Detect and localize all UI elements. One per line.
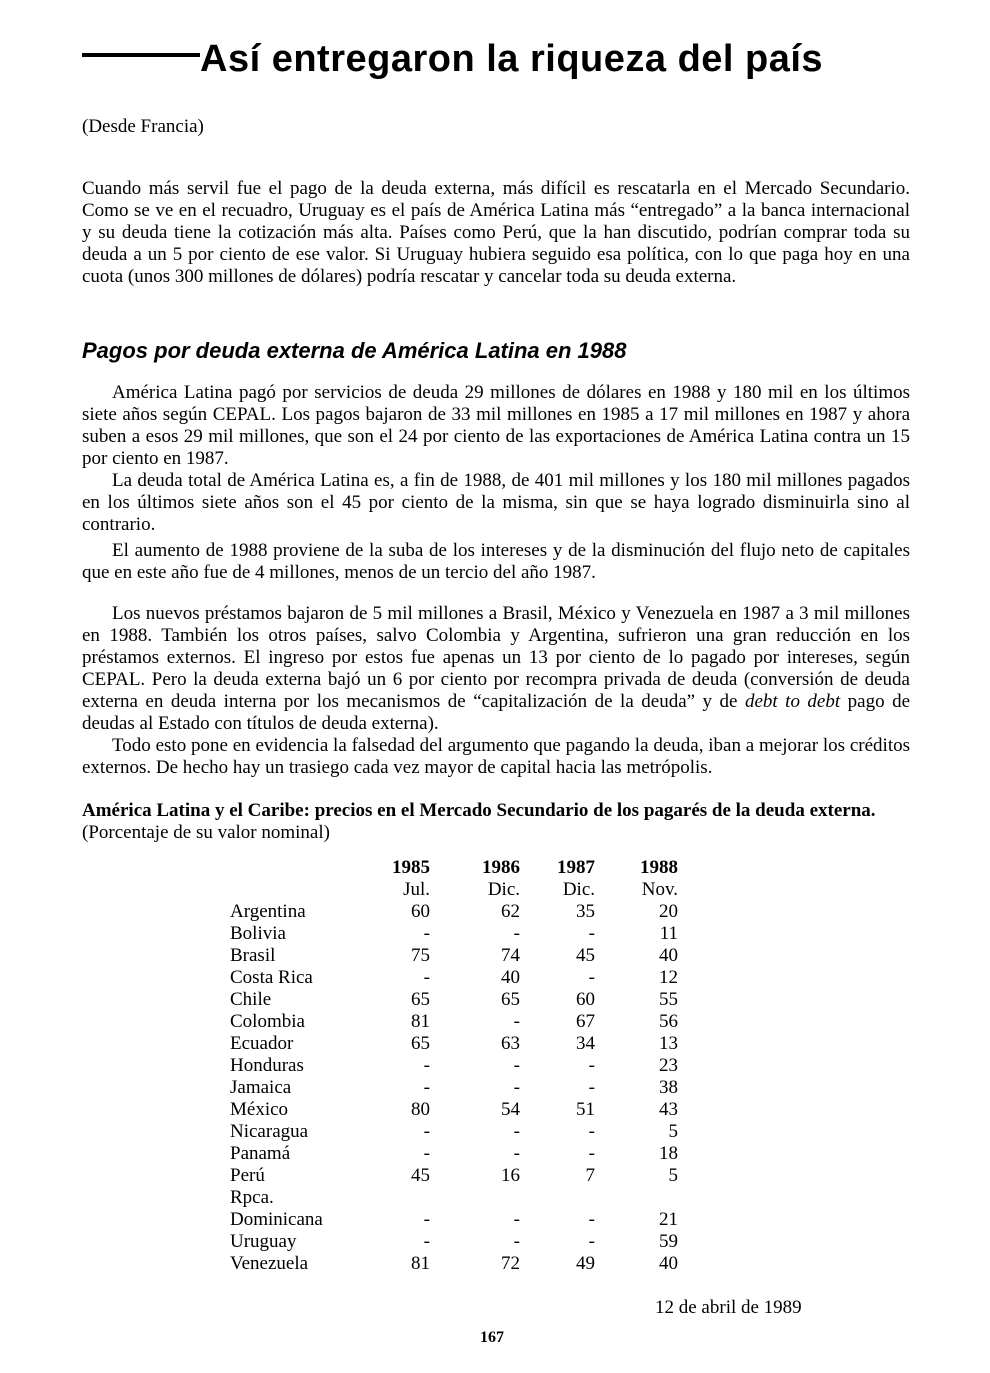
- table-cell-value: 34: [576, 1033, 595, 1054]
- table-cell-country: México: [230, 1099, 289, 1120]
- page-number: 167: [480, 1329, 504, 1346]
- table-row: [0, 945, 990, 967]
- header-month-1985: Jul.: [403, 879, 430, 900]
- header-year-1986: 1986: [482, 857, 520, 878]
- table-cell-value: -: [588, 1121, 595, 1142]
- table-cell-value: 56: [659, 1011, 678, 1032]
- table-cell-value: -: [423, 1209, 430, 1230]
- table-cell-value: 60: [576, 989, 595, 1010]
- table-cell-value: 62: [501, 901, 520, 922]
- table-row: [0, 1165, 990, 1187]
- table-cell-value: -: [513, 1055, 520, 1076]
- article-date: 12 de abril de 1989: [655, 1297, 802, 1318]
- table-header-months: [0, 879, 990, 901]
- table-cell-value: -: [588, 1209, 595, 1230]
- table-cell-value: -: [588, 1077, 595, 1098]
- table-cell-country: Chile: [230, 989, 272, 1010]
- table-cell-value: 49: [576, 1253, 595, 1274]
- article-subtitle: (Desde Francia): [82, 116, 204, 137]
- article-title: Así entregaron la riqueza del país: [200, 38, 824, 80]
- table-cell-value: -: [423, 1231, 430, 1252]
- table-cell-value: -: [513, 923, 520, 944]
- table-row: [0, 923, 990, 945]
- table-cell-value: -: [513, 1143, 520, 1164]
- table-cell-value: 20: [659, 901, 678, 922]
- table-row: [0, 989, 990, 1011]
- table-row: [0, 1099, 990, 1121]
- table-row: [0, 1055, 990, 1077]
- table-cell-country: Bolivia: [230, 923, 286, 944]
- table-row: [0, 1209, 990, 1231]
- paragraph-increase: El aumento de 1988 proviene de la suba de los intereses y de la disminución del flujo neto de capitales que en este año fue de 4 millones, menos de un tercio del año 1987.: [82, 540, 910, 583]
- table-row: [0, 1121, 990, 1143]
- loans-text-after: pago de deudas al Estado con títulos de deuda externa).: [82, 691, 910, 734]
- intro-paragraph: Cuando más servil fue el pago de la deuda externa, más difícil es rescatarla en el Mercado Secundario. Como se ve en el recuadro, Uruguay es el país de América Latina más “entregado” a la banca internacional y su deuda tiene la cotización más alta. Países como Perú, que la han discutido, podrían comprar toda su deuda a un 5 por ciento de ese valor. Si Uruguay hubiera seguido esa política, con lo que paga hoy en una cuota (unos 300 millones de dólares) podría rescatar y cancelar toda su deuda externa.: [82, 178, 910, 287]
- table-cell-value: 43: [659, 1099, 678, 1120]
- table-cell-value: -: [513, 1011, 520, 1032]
- loans-text-italic: debt to debt: [744, 691, 841, 712]
- table-cell-value: -: [588, 1143, 595, 1164]
- table-cell-value: -: [588, 1055, 595, 1076]
- table-cell-value: -: [513, 1209, 520, 1230]
- header-month-1987: Dic.: [562, 879, 595, 900]
- table-cell-value: 45: [411, 1165, 430, 1186]
- table-cell-value: 13: [659, 1033, 678, 1054]
- table-cell-value: 67: [576, 1011, 595, 1032]
- table-cell-value: 55: [659, 989, 678, 1010]
- table-cell-value: 12: [659, 967, 678, 988]
- title-rule: [82, 53, 200, 57]
- table-cell-value: 45: [576, 945, 595, 966]
- table-cell-value: 59: [659, 1231, 678, 1252]
- table-caption-note: (Porcentaje de su valor nominal): [82, 822, 330, 843]
- table-row: [0, 1253, 990, 1275]
- table-cell-value: 35: [576, 901, 595, 922]
- table-cell-country: Venezuela: [230, 1253, 309, 1274]
- table-cell-value: -: [588, 923, 595, 944]
- table-cell-country: Brasil: [230, 945, 276, 966]
- table-cell-country: Uruguay: [230, 1231, 297, 1252]
- table-cell-value: 38: [659, 1077, 678, 1098]
- table-cell-value: 54: [501, 1099, 520, 1120]
- table-row: [0, 1143, 990, 1165]
- table-cell-value: 65: [411, 989, 430, 1010]
- table-cell-value: 7: [585, 1165, 595, 1186]
- paragraph-payments: América Latina pagó por servicios de deuda 29 millones de dólares en 1988 y 180 mil en los últimos siete años según CEPAL. Los pagos bajaron de 33 mil millones en 1985 a 17 mil millones en 1987 y ahora suben a esos 29 mil millones, que son el 24 por ciento de las exportaciones de América Latina contra un 15 por ciento en 1987.: [82, 382, 910, 469]
- table-cell-value: 40: [659, 1253, 678, 1274]
- table-cell-value: -: [423, 1143, 430, 1164]
- table-row: [0, 1077, 990, 1099]
- table-cell-value: 63: [501, 1033, 520, 1054]
- loans-text-before: Los nuevos préstamos bajaron de 5 mil millones a Brasil, México y Venezuela en 1987 a 3 mil millones en 1988. También los otros países, salvo Colombia y Argentina, sufrieron una gran reducción en los préstamos externos. El ingreso por estos fue apenas un 13 por ciento de lo pagado por intereses, según CEPAL. Pero la deuda externa bajó un 6 por ciento por recompra privada de deuda (conversión de deuda externa en deuda interna por los mecanismos de “capitalización de la deuda” y de: [82, 603, 910, 712]
- table-cell-country: Rpca.: [230, 1187, 274, 1208]
- table-cell-value: -: [513, 1121, 520, 1142]
- table-cell-country: Honduras: [230, 1055, 304, 1076]
- table-cell-country: Jamaica: [230, 1077, 292, 1098]
- table-cell-value: 23: [659, 1055, 678, 1076]
- table-cell-value: 40: [659, 945, 678, 966]
- table-cell-value: 75: [411, 945, 430, 966]
- table-cell-country: Panamá: [230, 1143, 291, 1164]
- table-cell-country: Costa Rica: [230, 967, 313, 988]
- table-caption: [82, 800, 922, 844]
- header-month-1986: Dic.: [487, 879, 520, 900]
- table-row: [0, 967, 990, 989]
- header-year-1987: 1987: [557, 857, 595, 878]
- table-row: [0, 1033, 990, 1055]
- table-cell-country: Ecuador: [230, 1033, 294, 1054]
- paragraph-total-debt: La deuda total de América Latina es, a fin de 1988, de 401 mil millones y los 180 mil millones pagados en los últimos siete años son el 45 por ciento de la misma, sin que se haya logrado disminuirla sino al contrario.: [82, 470, 910, 535]
- table-row: [0, 1187, 990, 1209]
- table-cell-value: 16: [501, 1165, 520, 1186]
- table-row: [0, 1231, 990, 1253]
- table-cell-value: -: [588, 967, 595, 988]
- table-caption-title: América Latina y el Caribe: precios en el Mercado Secundario de los pagarés de la deuda externa.: [82, 800, 876, 821]
- table-row: [0, 1011, 990, 1033]
- table-cell-value: 60: [411, 901, 430, 922]
- table-cell-value: 51: [576, 1099, 595, 1120]
- table-cell-value: -: [513, 1231, 520, 1252]
- table-cell-value: 11: [659, 923, 678, 944]
- header-month-1988: Nov.: [641, 879, 678, 900]
- table-cell-country: Argentina: [230, 901, 306, 922]
- header-year-1988: 1988: [640, 857, 678, 878]
- table-row: [0, 901, 990, 923]
- table-cell-value: 81: [411, 1253, 430, 1274]
- table-cell-value: -: [423, 923, 430, 944]
- header-year-1985: 1985: [392, 857, 430, 878]
- table-cell-value: 65: [501, 989, 520, 1010]
- table-cell-country: Perú: [230, 1165, 265, 1186]
- table-cell-country: Dominicana: [230, 1209, 323, 1230]
- table-cell-value: 18: [659, 1143, 678, 1164]
- table-cell-value: 21: [659, 1209, 678, 1230]
- table-cell-value: 72: [501, 1253, 520, 1274]
- table-cell-value: -: [513, 1077, 520, 1098]
- table-cell-value: 81: [411, 1011, 430, 1032]
- table-cell-value: 40: [501, 967, 520, 988]
- table-cell-value: 80: [411, 1099, 430, 1120]
- section-heading: Pagos por deuda externa de América Latina en 1988: [82, 338, 627, 363]
- table-cell-country: Nicaragua: [230, 1121, 309, 1142]
- table-cell-value: -: [423, 1055, 430, 1076]
- paragraph-conclusion: Todo esto pone en evidencia la falsedad del argumento que pagando la deuda, iban a mejorar los créditos externos. De hecho hay un trasiego cada vez mayor de capital hacia las metrópolis.: [82, 735, 910, 778]
- table-cell-value: 5: [668, 1121, 678, 1142]
- table-cell-value: 5: [668, 1165, 678, 1186]
- table-header-years: [0, 857, 990, 879]
- table-cell-value: -: [423, 1121, 430, 1142]
- table-cell-value: -: [423, 967, 430, 988]
- table-cell-value: 65: [411, 1033, 430, 1054]
- table-cell-value: 74: [501, 945, 520, 966]
- table-cell-value: -: [588, 1231, 595, 1252]
- table-cell-value: -: [423, 1077, 430, 1098]
- table-cell-country: Colombia: [230, 1011, 305, 1032]
- paragraph-new-loans: [82, 603, 910, 735]
